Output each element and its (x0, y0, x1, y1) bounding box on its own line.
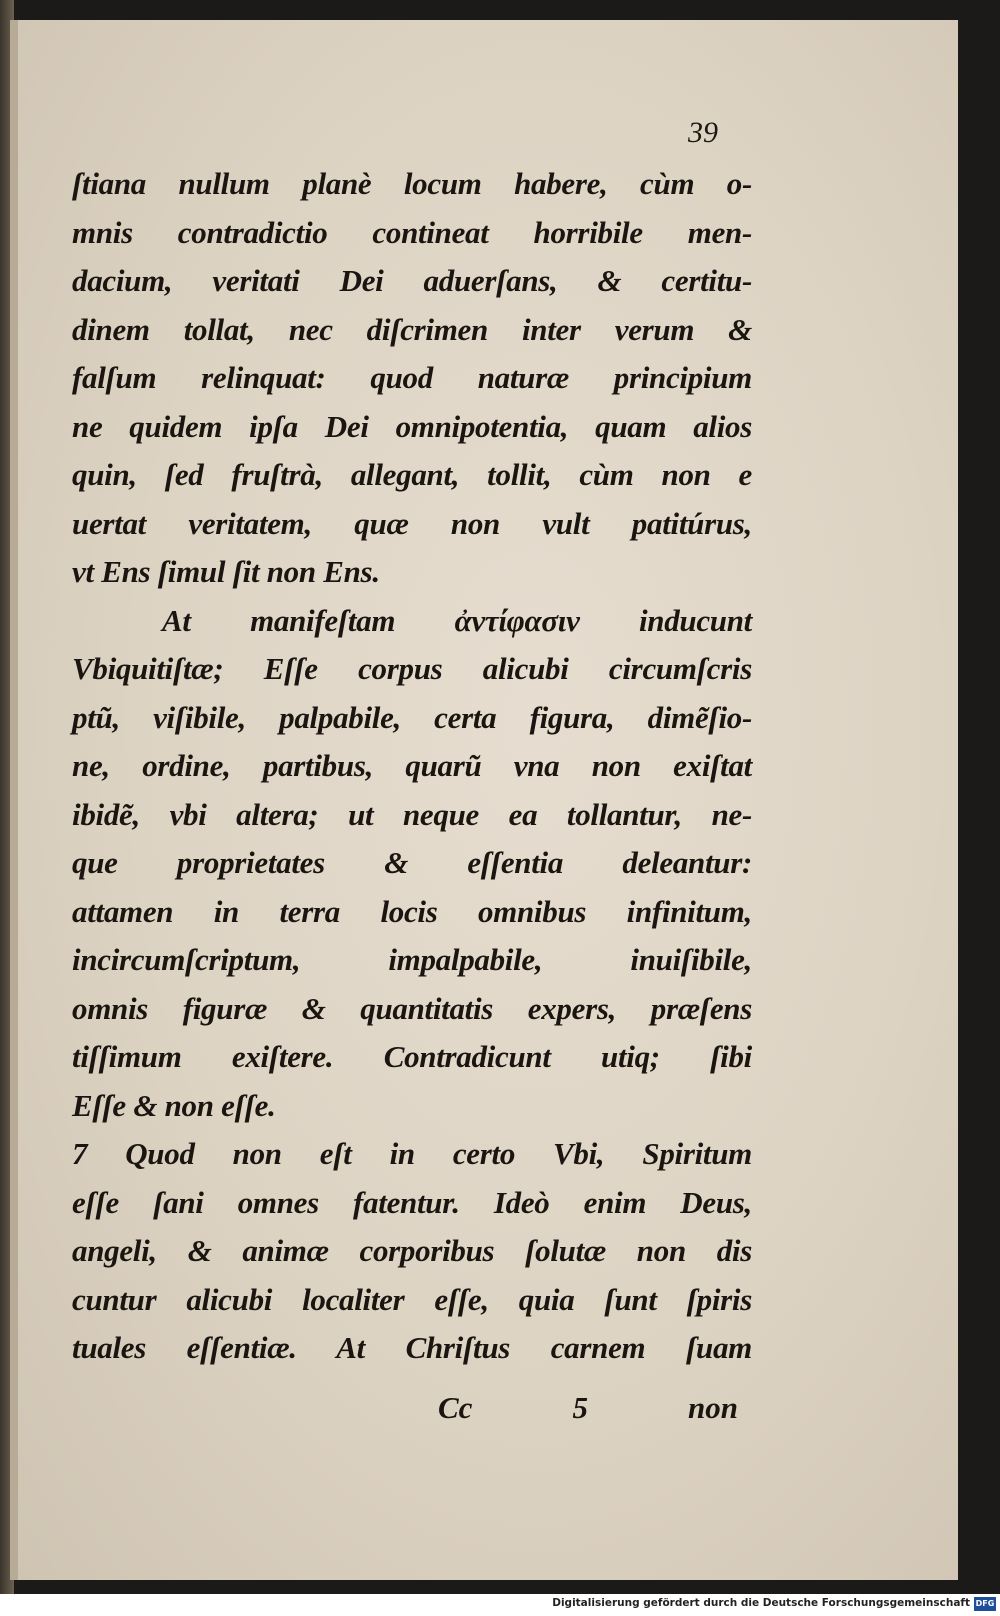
credit-text: Digitalisierung gefördert durch die Deutsche Forschungsgemeinschaft (552, 1597, 970, 1609)
text-line: Vbiquitiſtæ; Eſſe corpus alicubi circumſcris (72, 651, 752, 686)
text-line: tiſſimum exiſtere. Contradicunt utiq; ſibi (72, 1039, 752, 1074)
text-line: uertat veritatem, quæ non vult patitúrus, (72, 505, 752, 541)
text-line: dinem tollat, nec diſcrimen inter verum & (72, 311, 752, 347)
text-line: omnis figuræ & quantitatis expers, præſens (72, 990, 752, 1026)
text-line: mnis contradictio contineat horribile men- (72, 214, 752, 250)
text-line: quin, ſed fruſtrà, allegant, tollit, cùm non e (72, 457, 752, 492)
book-page (10, 20, 958, 1580)
text-line: attamen in terra locis omnibus infinitum, (72, 893, 752, 929)
text-line: falſum relinquat: quod naturæ principium (72, 360, 752, 395)
page-number: 39 (688, 116, 718, 149)
text-line: eſſe ſani omnes fatentur. Ideò enim Deus, (72, 1184, 752, 1220)
text-line: At manifeſtam ἀντίφασιν inducunt (162, 602, 752, 638)
text-line: dacium, veritati Dei aduerſans, & certitu- (72, 263, 752, 298)
text-line: angeli, & animæ corporibus ſolutæ non dis (72, 1233, 752, 1268)
signature-line (438, 1390, 738, 1426)
body-text (72, 160, 752, 1373)
text-line: ibidẽ, vbi altera; ut neque ea tollantur, ne- (72, 796, 752, 832)
credit-bar (0, 1594, 1000, 1616)
text-line: ne quidem ipſa Dei omnipotentia, quam alios (72, 408, 752, 444)
text-line: ſtiana nullum planè locum habere, cùm o- (72, 166, 752, 201)
text-line: incircumſcriptum, impalpabile, inuiſibile, (72, 942, 752, 977)
text-line: que proprietates & eſſentia deleantur: (72, 845, 752, 880)
text-line: ne, ordine, partibus, quarũ vna non exiſtat (72, 748, 752, 783)
signature-mark: Cc 5 (438, 1390, 588, 1425)
text-line: ptũ, viſibile, palpabile, certa figura, dimẽſio- (72, 699, 752, 735)
dfg-logo-icon: DFG (974, 1597, 996, 1611)
text-line: vt Ens ſimul ſit non Ens. (72, 554, 380, 589)
catchword: non (688, 1390, 739, 1425)
text-line: cuntur alicubi localiter eſſe, quia ſunt ſpiris (72, 1281, 752, 1317)
text-line: Eſſe & non eſſe. (72, 1087, 276, 1123)
text-line: tuales eſſentiæ. At Chriſtus carnem ſuam (72, 1330, 752, 1365)
text-line: 7 Quod non eſt in certo Vbi, Spiritum (72, 1136, 752, 1171)
